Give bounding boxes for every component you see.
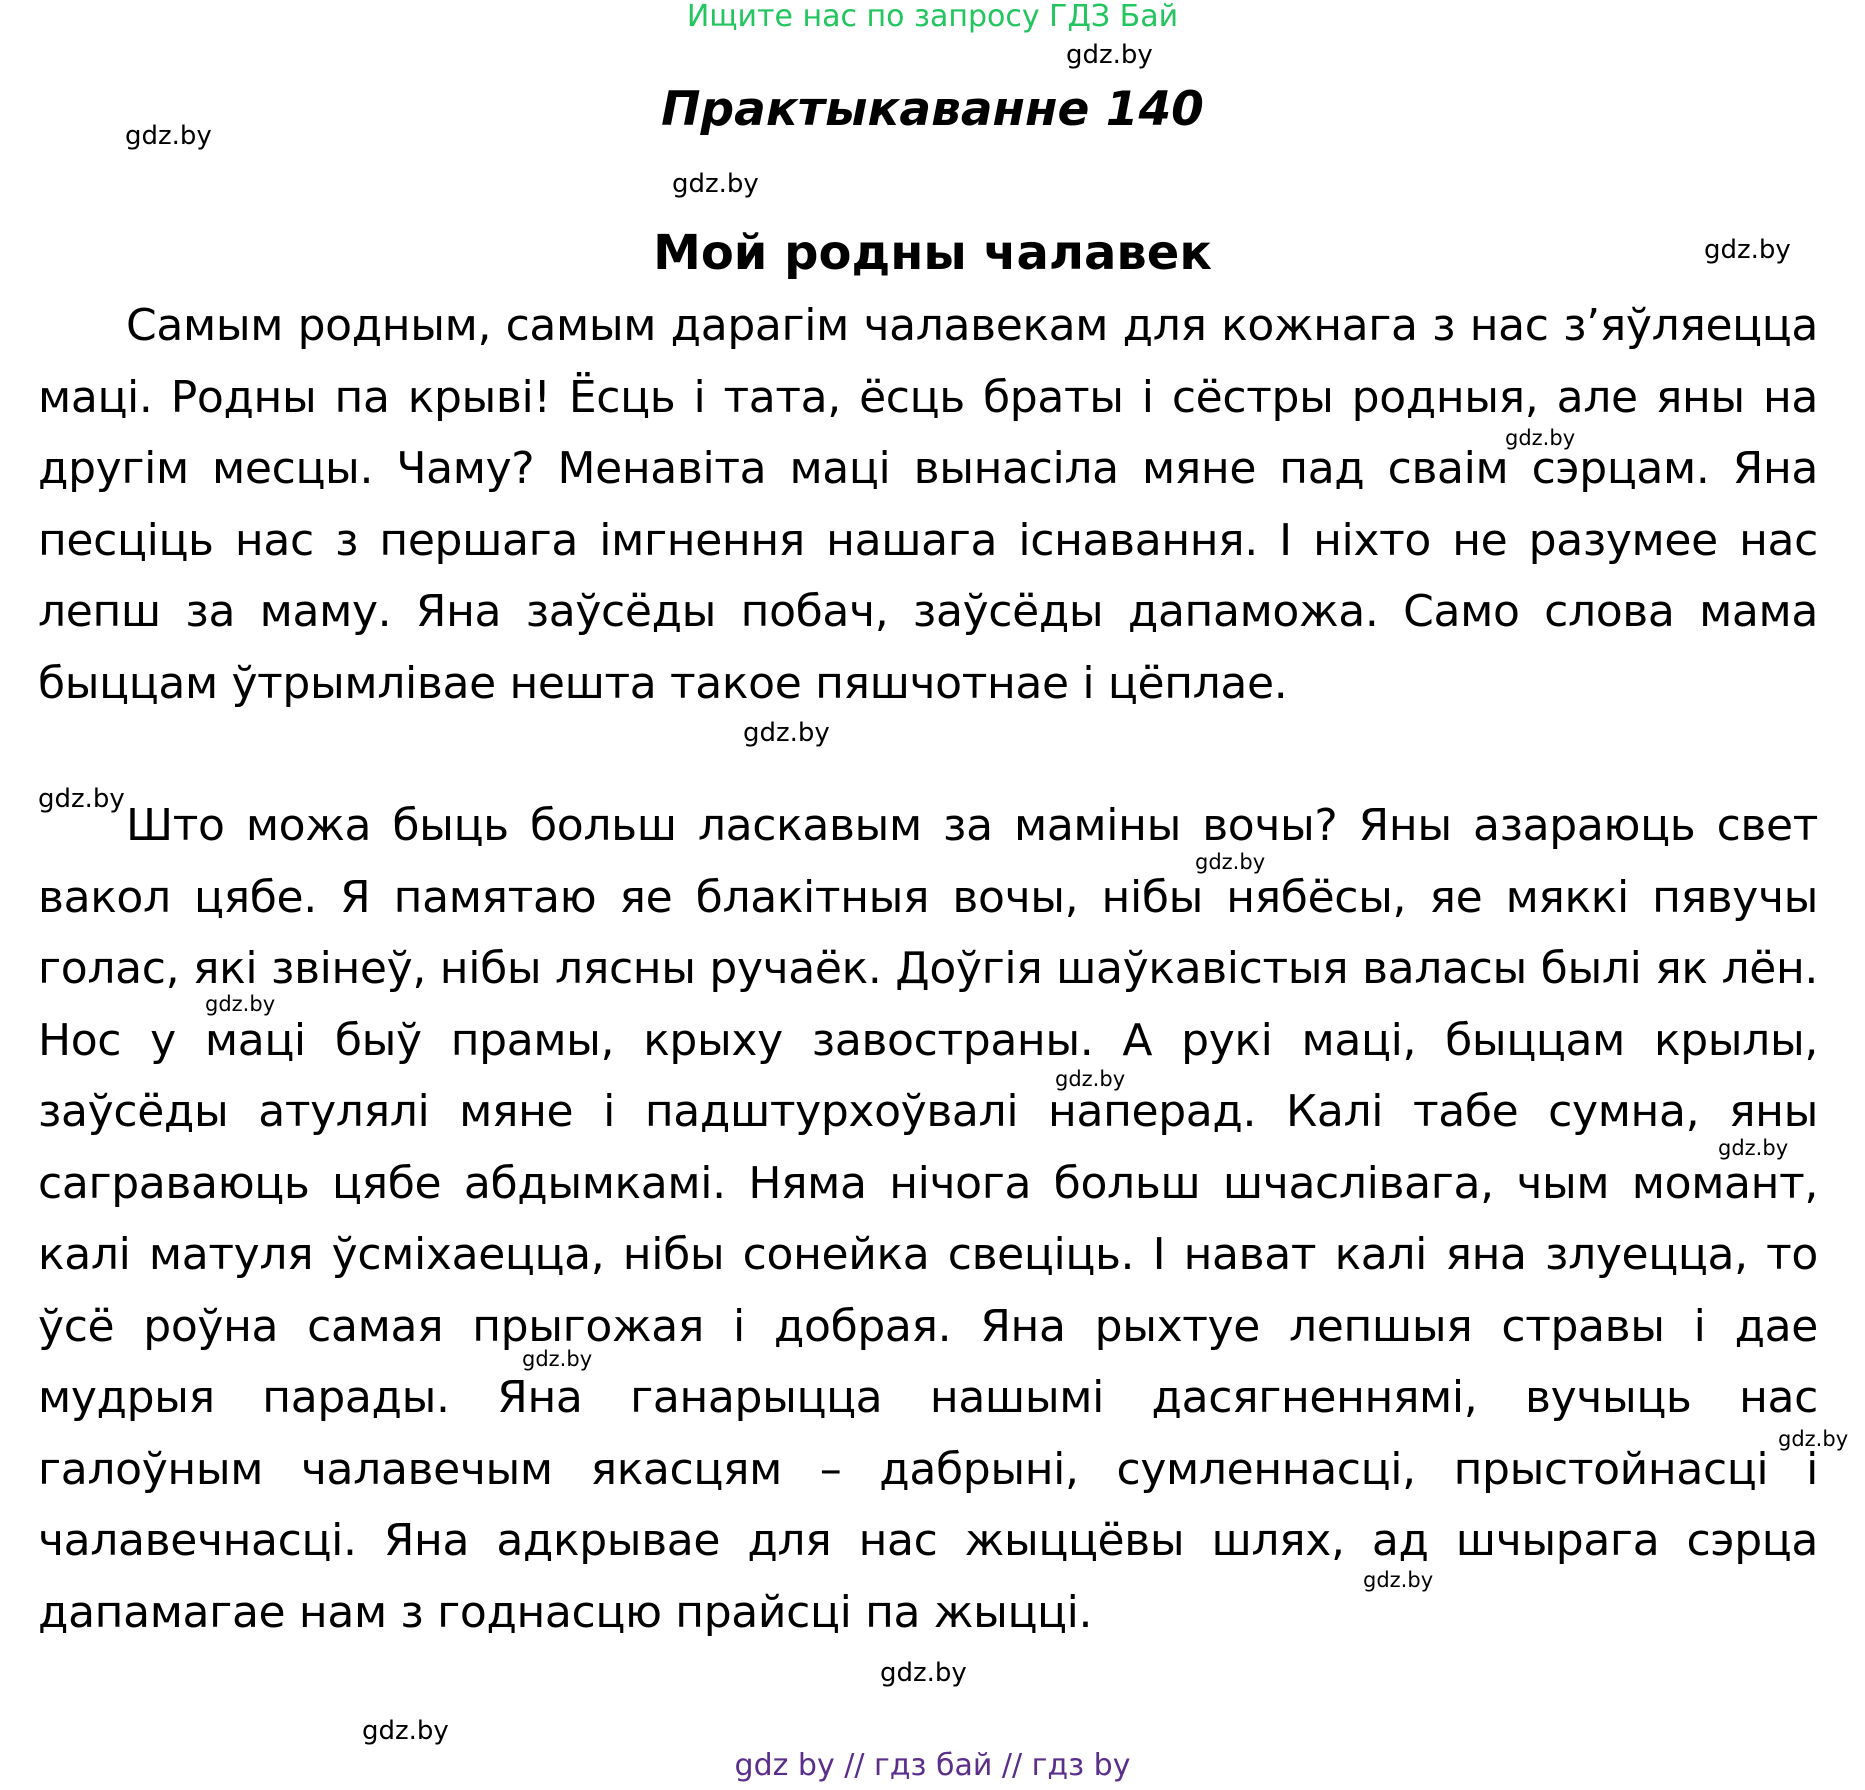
essay-heading: Мой родны чалавек xyxy=(653,225,1212,281)
top-banner: Ищите нас по запросу ГДЗ Бай xyxy=(686,0,1179,34)
watermark: gdz.by xyxy=(880,1658,967,1688)
watermark: gdz.by xyxy=(672,169,759,199)
watermark: gdz.by xyxy=(1363,1568,1434,1592)
watermark: gdz.by xyxy=(125,121,212,151)
watermark: gdz.by xyxy=(522,1347,593,1371)
watermark: gdz.by xyxy=(362,1716,449,1746)
watermark: gdz.by xyxy=(205,992,276,1016)
footer-watermark: gdz by // гдз бай // гдз by xyxy=(734,1748,1131,1783)
watermark: gdz.by xyxy=(1778,1427,1849,1451)
watermark: gdz.by xyxy=(1066,40,1153,70)
watermark: gdz.by xyxy=(1505,426,1576,450)
watermark: gdz.by xyxy=(1195,850,1266,874)
essay-paragraph-1: Самым родным, самым дарагім чалавекам для кожнага з нас з’яўляецца маці. Родны па крыві! Ёсць і тата, ёсць браты і сёстры родныя, але яны на другім месцы. Чаму? Менавіта маці вынасіла мяне пад сваім сэрцам. Яна песціць нас з першага імгнення нашага існавання. І ніхто не разумее нас лепш за маму. Яна заўсёды побач, заўсёды дапаможа. Само слова мама быццам ўтрымлівае нешта такое пяшчотнае і цёплае. xyxy=(38,300,1818,709)
page-title: Практыкаванне 140 xyxy=(661,82,1204,137)
watermark: gdz.by xyxy=(1704,235,1791,265)
watermark: gdz.by xyxy=(1718,1136,1789,1160)
essay-paragraph-2: Што можа быць больш ласкавым за маміны вочы? Яны азараюць свет вакол цябе. Я памятаю яе блакітныя вочы, нібы нябёсы, яе мяккі пявучы голас, які звінеў, нібы лясны ручаёк. Доўгія шаўкавістыя валасы былі як лён. Нос у маці быў прамы, крыху завостраны. А рукі маці, быццам крылы, заўсёды атулялі мяне і падштурхоўвалі наперад. Калі табе сумна, яны саграваюць цябе абдымкамі. Няма нічога больш шчаслівага, чым момант, калі матуля ўсміхаецца, нібы сонейка свеціць. І нават калі яна злуецца, то ўсё роўна самая прыгожая і добрая. Яна рыхтуе лепшыя стравы і дае мудрыя парады. Яна ганарыцца нашымі дасягненнямі, вучыць нас галоўным чалавечым якасцям – дабрыні, сумленнасці, прыстойнасці і чалавечнасці. Яна адкрывае для нас жыццёвы шлях, ад шчырага сэрца дапамагае нам з годнасцю прайсці па жыцці. xyxy=(38,800,1818,1638)
watermark: gdz.by xyxy=(38,784,125,814)
watermark: gdz.by xyxy=(743,718,830,748)
watermark: gdz.by xyxy=(1055,1067,1126,1091)
